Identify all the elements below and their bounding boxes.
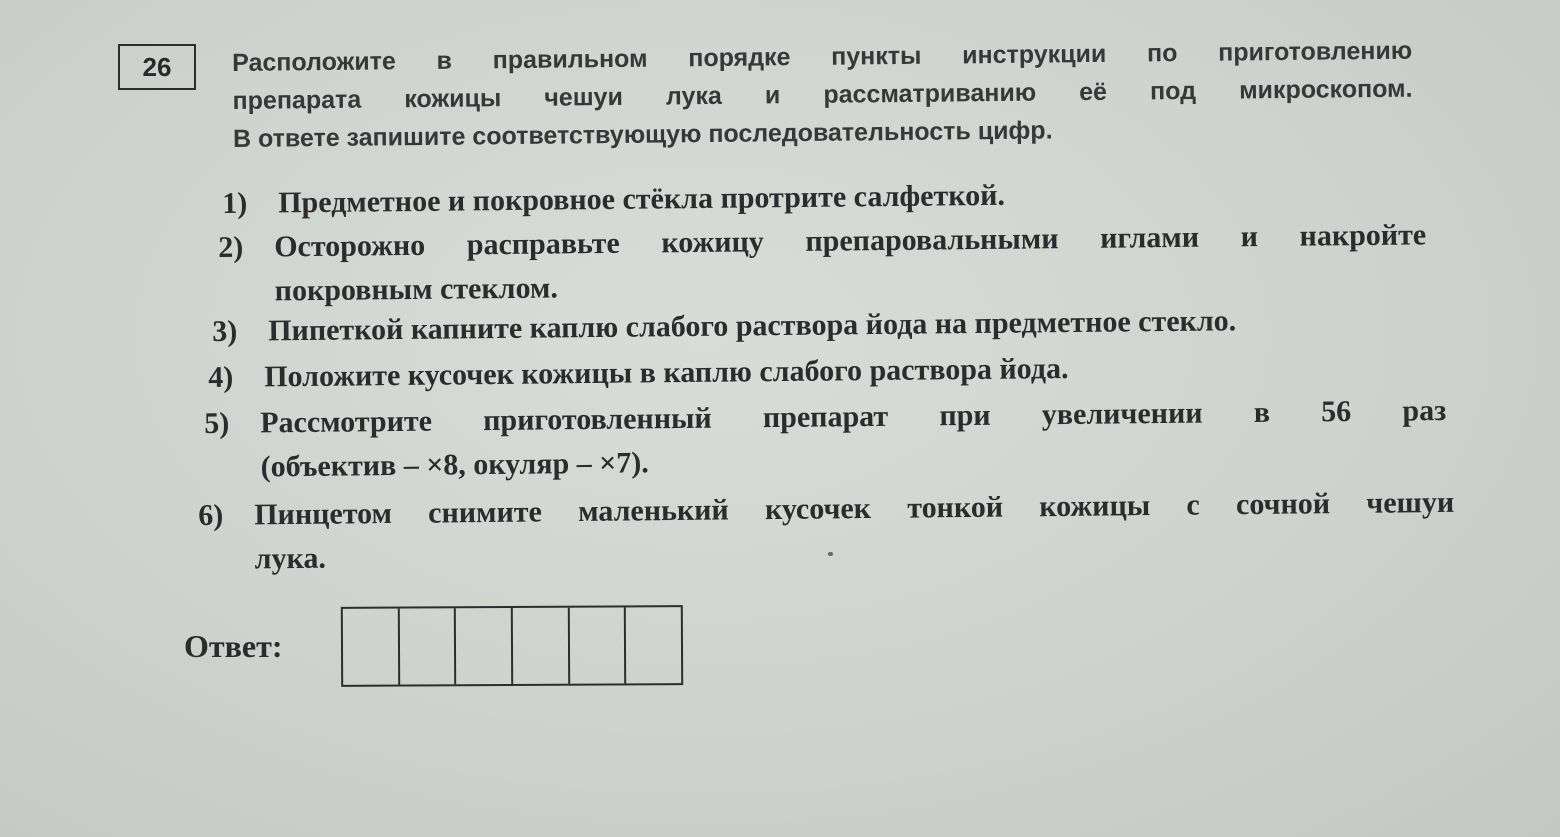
list-item-number: 3) <box>212 314 238 348</box>
answer-cell-1[interactable] <box>343 609 400 685</box>
list-item-text: Положите кусочек кожицы в каплю слабого раствора йода. <box>264 351 1069 394</box>
list-item-text: Предметное и покровное стёкла протрите салфеткой. <box>278 178 1006 220</box>
task-instruction-line-2: препарата кожицы чешуи лука и рассматриванию её под микроскопом. <box>232 74 1413 115</box>
list-item-text: (объектив – ×8, окуляр – ×7). <box>260 446 649 484</box>
list-item-text: Пипеткой капните каплю слабого раствора йода на предметное стекло. <box>268 304 1237 348</box>
paper-speck <box>828 552 833 556</box>
list-item-number: 5) <box>204 406 230 440</box>
task-instruction-line-1: Расположите в правильном порядке пункты инструкции по приготовлению <box>232 36 1413 77</box>
list-item-5 <box>204 389 1449 490</box>
list-item-number: 6) <box>198 498 224 532</box>
list-item-text: покровным стеклом. <box>274 271 559 308</box>
answer-cell-3[interactable] <box>456 608 513 684</box>
answer-label: Ответ: <box>184 628 283 664</box>
list-item-text: Рассмотрите приготовленный препарат при увеличении в 56 раз <box>260 393 1447 440</box>
list-item-6 <box>198 481 1459 582</box>
list-item-text: лука. <box>254 541 327 576</box>
list-item-number: 1) <box>222 186 248 220</box>
list-item-number: 2) <box>218 230 244 264</box>
list-item-number: 4) <box>208 360 234 394</box>
list-item-text: Осторожно расправьте кожицу препаровальными иглами и накройте <box>274 218 1427 264</box>
task-instruction <box>232 32 1413 158</box>
answer-cell-5[interactable] <box>569 607 626 683</box>
answer-cell-4[interactable] <box>513 608 570 684</box>
task-instruction-line-3: В ответе запишите соответствующую последовательность цифр. <box>232 116 1053 153</box>
task-number-box: 26 <box>118 44 196 90</box>
answer-cell-6[interactable] <box>626 607 681 683</box>
answer-cell-2[interactable] <box>399 608 456 684</box>
list-item-text: Пинцетом снимите маленький кусочек тонкой кожицы с сочной чешуи <box>254 485 1455 532</box>
list-item-4 <box>208 346 1208 400</box>
answer-grid <box>341 605 683 687</box>
